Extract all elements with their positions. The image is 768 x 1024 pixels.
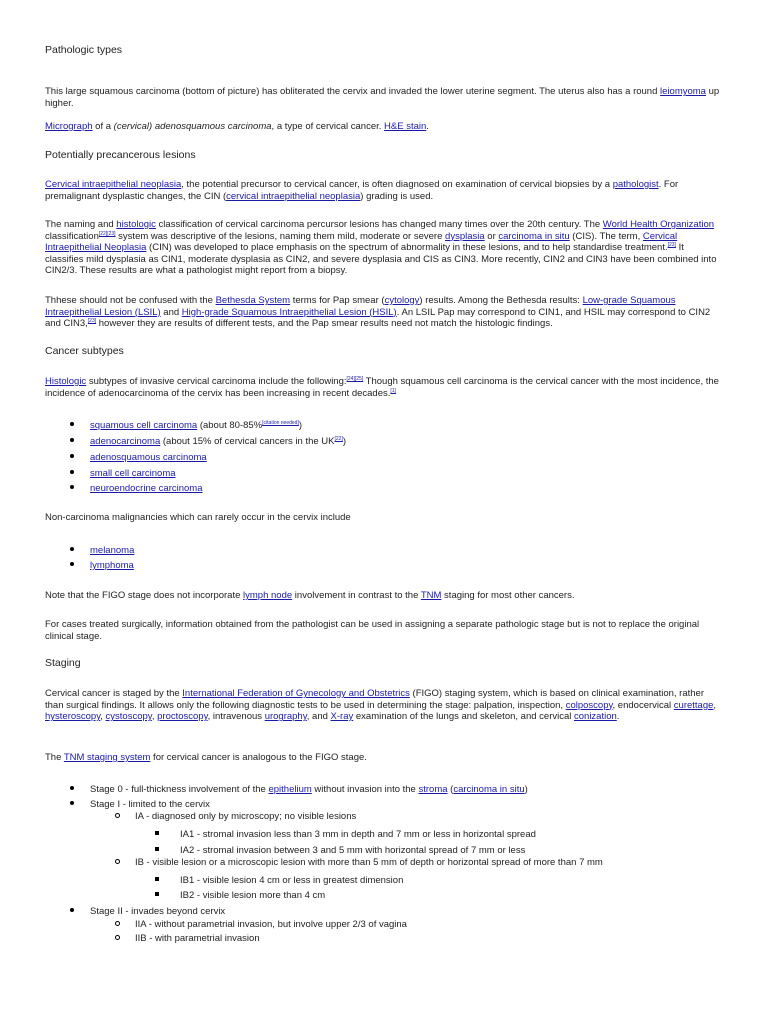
text: , endocervical [612, 699, 674, 711]
link-bethesda[interactable]: Bethesda System [215, 295, 291, 306]
text: IB - visible lesion or a microscopic lesion with more than 5 mm of depth or horizontal spread of more than 7 mm [135, 857, 603, 868]
text: subtypes of invasive cervical carcinoma include the following: [86, 376, 347, 387]
text: IIA - without parametrial invasion, but involve upper 2/3 of vagina [135, 919, 407, 930]
paragraph-bethesda [45, 295, 720, 330]
paragraph-micrograph [45, 121, 720, 133]
text: classification of cervical carcinoma percursor lesions has changed many times over the 20th century. The [155, 219, 603, 230]
text: IA - diagnosed only by microscopy; no visible lesions [135, 811, 357, 822]
citation[interactable]: [22] [334, 436, 343, 442]
citation[interactable]: [22][23] [98, 230, 116, 237]
link-neuroendocrine[interactable]: neuroendocrine carcinoma [90, 483, 203, 494]
link-lymphoma[interactable]: lymphoma [90, 560, 134, 571]
text: ) [298, 420, 303, 431]
square-bullet-icon [150, 890, 164, 902]
paragraph-tnm [45, 752, 720, 764]
bullet-icon [65, 799, 79, 811]
text: . [426, 121, 429, 132]
text: . [616, 711, 620, 723]
text: or [484, 230, 499, 242]
text: ) [342, 436, 347, 447]
circle-bullet-icon [110, 919, 124, 931]
bullet-icon [65, 483, 79, 495]
bullet-icon [65, 452, 79, 464]
text: , a type of cervical cancer. [271, 121, 385, 132]
paragraph-figo-note [45, 590, 720, 602]
text: . An LSIL Pap may correspond to CIN1, and HSIL may correspond to CIN2 and CIN3, [45, 306, 711, 330]
text: and [160, 306, 182, 318]
text: terms for Pap smear ( [290, 295, 385, 306]
text: The naming and [45, 219, 117, 230]
link-urography[interactable]: urography [264, 711, 307, 723]
text: , intravenous [207, 711, 265, 723]
text: , [151, 711, 158, 723]
link-histologic[interactable]: histologic [116, 219, 156, 230]
paragraph-naming [45, 219, 720, 277]
bullet-icon [65, 545, 79, 557]
text: classification [45, 230, 99, 242]
citation[interactable]: [citation needed] [262, 420, 299, 426]
text: The [45, 752, 64, 763]
link-leiomyoma[interactable]: leiomyoma [660, 86, 706, 97]
link-lymph-node[interactable]: lymph node [243, 590, 293, 601]
citation[interactable]: [24][25] [346, 376, 364, 382]
bullet-icon [65, 436, 79, 448]
link-histologic[interactable]: Histologic [45, 376, 87, 387]
text: Note that the FIGO stage does not incorporate [45, 590, 244, 601]
text: . For premalignant dysplastic changes, the CIN ( [45, 179, 679, 202]
link-stroma[interactable]: stroma [418, 784, 448, 795]
text: , and [306, 711, 331, 723]
link-xray[interactable]: X-ray [330, 711, 354, 723]
link-tnm-staging[interactable]: TNM staging system [63, 752, 151, 763]
link-adenocarcinoma[interactable]: adenocarcinoma [90, 436, 161, 447]
link-curettage[interactable]: curettage [673, 699, 714, 711]
text: however they are results of different tests, and the Pap smear results need not match the histologic findings. [96, 318, 553, 330]
text: Though squamous cell carcinoma is the cervical cancer with the most incidence, the incidence of adenocarcinoma of the cervix has been increasing in recent decades. [45, 376, 719, 399]
text: without invasion into the [311, 784, 419, 795]
link-hsil[interactable]: High-grade Squamous Intraepithelial Lesion (HSIL) [181, 306, 397, 318]
link-lsil[interactable]: Low-grade Squamous Intraepithelial Lesion (LSIL) [45, 295, 676, 318]
paragraph-non-carcinoma: Non-carcinoma malignancies which can rarely occur in the cervix include [45, 512, 351, 523]
text: IB1 - visible lesion 4 cm or less in greatest dimension [180, 875, 404, 886]
link-tnm[interactable]: TNM [420, 590, 442, 601]
link-conization[interactable]: conization [574, 711, 617, 723]
paragraph-surgical: For cases treated surgically, information obtained from the pathologist can be used in assigning a separate pathologic stage but is not to replace the original clinical stage. [45, 619, 700, 642]
link-figo[interactable]: International Federation of Gynecology and Obstetrics [182, 688, 410, 699]
text: (about 15% of cervical cancers in the UK [160, 436, 335, 447]
text: for cervical cancer is analogous to the FIGO stage. [150, 752, 367, 763]
paragraph-large-carcinoma [45, 86, 720, 109]
text: ) results. Among the Bethesda results: [419, 295, 583, 306]
link-pathologist[interactable]: pathologist [612, 179, 659, 190]
text: IIB - with parametrial invasion [135, 933, 260, 944]
text: involvement in contrast to the [292, 590, 421, 601]
link-hysteroscopy[interactable]: hysteroscopy [45, 711, 101, 723]
text: This large squamous carcinoma (bottom of picture) has obliterated the cervix and invaded the lower uterine segment. The uterus also has a round [45, 86, 661, 97]
citation[interactable]: [23] [667, 242, 676, 249]
heading-pathologic-types: Pathologic types [45, 44, 123, 56]
text: up higher. [45, 86, 720, 109]
bullet-icon [65, 906, 79, 918]
link-cytology[interactable]: cytology [384, 295, 420, 306]
link-colposcopy[interactable]: colposcopy [565, 699, 613, 711]
link-dysplasia[interactable]: dysplasia [445, 230, 485, 242]
text: IB2 - visible lesion more than 4 cm [180, 890, 326, 901]
text: IA1 - stromal invasion less than 3 mm in depth and 7 mm or less in horizontal spread [180, 829, 536, 840]
text: IA2 - stromal invasion between 3 and 5 mm with horizontal spread of 7 mm or less [180, 845, 526, 856]
citation[interactable]: [1] [390, 387, 396, 394]
paragraph-cin [45, 179, 720, 202]
text: Thhese should not be confused with the [45, 295, 216, 306]
text: , [100, 711, 106, 723]
text: ( [447, 784, 454, 795]
square-bullet-icon [150, 845, 164, 857]
link-proctoscopy[interactable]: proctoscopy [157, 711, 208, 723]
link-cin[interactable]: Cervical intraepithelial neoplasia [45, 179, 182, 190]
text: Stage I - limited to the cervix [90, 799, 210, 810]
circle-bullet-icon [110, 933, 124, 945]
link-he-stain[interactable]: H&E stain [384, 121, 427, 132]
link-small-cell[interactable]: small cell carcinoma [90, 468, 176, 479]
paragraph-figo-staging [45, 688, 720, 723]
link-cis[interactable]: carcinoma in situ [498, 230, 570, 242]
circle-bullet-icon [110, 811, 124, 823]
link-epithelium[interactable]: epithelium [268, 784, 312, 795]
citation[interactable]: [23] [87, 318, 97, 325]
circle-bullet-icon [110, 857, 124, 869]
heading-cancer-subtypes: Cancer subtypes [45, 345, 124, 357]
text: , the potential precursor to cervical cancer, is often diagnosed on examination of cervical biopsies by a [181, 179, 613, 190]
link-carcinoma-in-situ[interactable]: carcinoma in situ [453, 784, 525, 795]
paragraph-histologic-subtypes [45, 376, 720, 399]
heading-precancerous: Potentially precancerous lesions [45, 149, 196, 161]
text: system was descriptive of the lesions, naming them mild, moderate or severe [115, 230, 446, 242]
link-melanoma[interactable]: melanoma [90, 545, 135, 556]
text: It classifies mild dysplasia as CIN1, moderate dysplasia as CIN2, and severe dysplasia and CIS as CIN3. More recently, CIN2 and CIN3 have been combined into CIN2/3. These results are what a pathologist might report from a biopsy. [45, 242, 717, 277]
text: (CIS). The term, [569, 230, 643, 242]
text: (FIGO) staging system, which is based on clinical examination, rather than surgical findings. It allows only the following diagnostic tests to be used in determining the stage: palpation, inspection, [45, 688, 704, 711]
text: (about 80-85% [197, 420, 263, 431]
link-cin-3[interactable]: Cervical Intraepithelial Neoplasia [45, 230, 678, 254]
text: examination of the lungs and skeleton, and cervical [353, 711, 574, 723]
link-cin-2[interactable]: cervical intraepithelial neoplasia [226, 190, 361, 202]
text: Stage 0 - full-thickness involvement of the [90, 784, 269, 795]
square-bullet-icon [150, 875, 164, 887]
text: (CIN) was developed to place emphasis on the spectrum of abnormality in these lesions, and to help standardise treatment. [146, 242, 668, 254]
bullet-icon [65, 420, 79, 432]
square-bullet-icon [150, 829, 164, 841]
text: Stage II - invades beyond cervix [90, 906, 226, 917]
text: , [713, 699, 717, 711]
text: ) grading is used. [360, 190, 434, 202]
text: staging for most other cancers. [441, 590, 575, 601]
link-cystoscopy[interactable]: cystoscopy [105, 711, 152, 723]
italic-text: (cervical) adenosquamous carcinoma [113, 121, 272, 132]
text: of a [92, 121, 114, 132]
bullet-icon [65, 784, 79, 796]
text: ) [524, 784, 528, 795]
bullet-icon [65, 468, 79, 480]
bullet-icon [65, 560, 79, 572]
heading-staging: Staging [45, 657, 81, 669]
text: Cervical cancer is staged by the [45, 688, 183, 699]
link-who[interactable]: World Health Organization [602, 219, 715, 230]
link-adenosquamous[interactable]: adenosquamous carcinoma [90, 452, 207, 463]
link-squamous[interactable]: squamous cell carcinoma [90, 420, 198, 431]
link-micrograph[interactable]: Micrograph [45, 121, 93, 132]
